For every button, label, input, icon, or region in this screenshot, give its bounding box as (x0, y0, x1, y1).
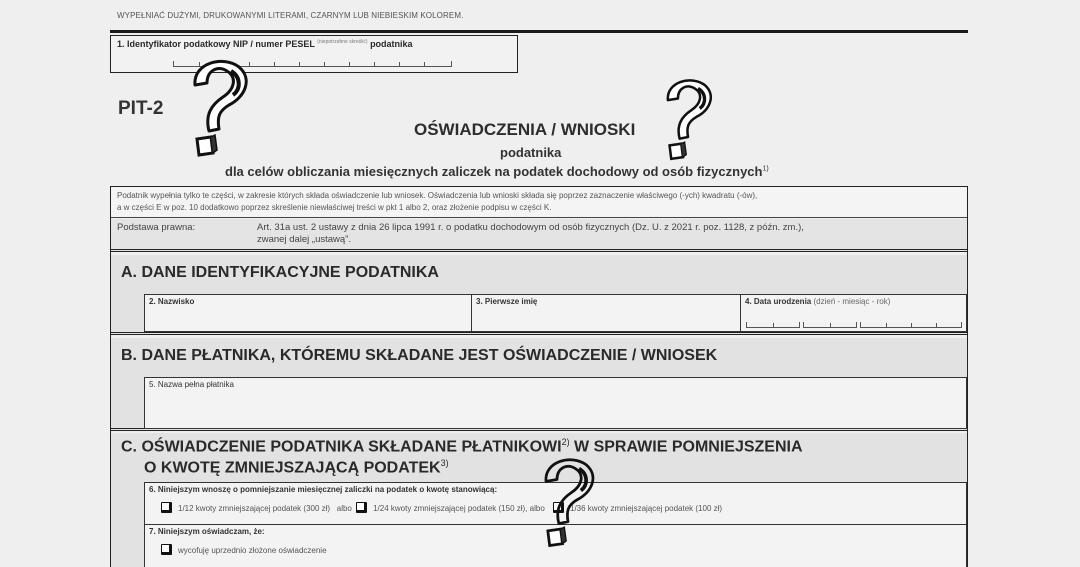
item-6-field: 6. Niniejszym wnoszę o pomniejszanie miesięcznej zaliczki na podatek o kwotę stanowiącą: 1/12 kwoty zmniejszającej podatek (300 zł) albo 1/24 kwoty zmniejszającej podatek (150 zł), albo 1/36 kwoty zmniejszającej podatek (100 zł) (144, 482, 967, 525)
legal-basis-text: Art. 31a ust. 2 ustawy z dnia 26 lipca 1991 r. o podatku dochodowym od osób fizycznych (Dz. U. z 2021 r. poz. 1128, z późn. zm.), zwanej dalej „ustawą”. (257, 222, 804, 245)
section-b (111, 338, 967, 431)
year-slots[interactable] (860, 322, 962, 328)
month-slots[interactable] (803, 322, 857, 328)
form-code: PIT-2 (118, 98, 164, 119)
header-rule (110, 30, 968, 33)
day-slots[interactable] (746, 322, 800, 328)
fill-instruction: WYPEŁNIAĆ DUŻYMI, DRUKOWANYMI LITERAMI, CZARNYM LUB NIEBIESKIM KOLOREM. (117, 11, 464, 20)
section-c-heading: C. OŚWIADCZENIE PODATNIKA SKŁADANE PŁATNIKOWI$^{2)}$ W SPRAWIE POMNIEJSZENIA (121, 437, 803, 456)
withdraw-statement-checkbox[interactable] (161, 544, 172, 555)
legal-basis (111, 219, 967, 252)
payer-name-field[interactable]: 5. Nazwa pełna płatnika (144, 377, 967, 429)
legal-basis-label: Podstawa prawna: (117, 222, 196, 233)
section-a (111, 255, 967, 335)
surname-field[interactable]: 2. Nazwisko (144, 294, 472, 332)
taxpayer-id-field[interactable] (110, 35, 518, 73)
item-7-field: 7. Niniejszym oświadczam, że: wycofuję uprzednio złożone oświadczenie (144, 524, 967, 567)
filling-note: Podatnik wypełnia tylko te części, w zakresie których składa oświadczenie lub wniosek. Oświadczenia lub wnioski składa się poprzez zaznaczenie właściwego (-ych) kwadratu (-ów), a w części E w poz. 10 dodatkowo poprzez skreślenie niewłaściwej treści w pkt 1 albo 2, oraz złożenie podpisu w części K. (111, 187, 967, 218)
section-b-heading: B. DANE PŁATNIKA, KTÓREMU SKŁADANE JEST OŚWIADCZENIE / WNIOSEK (121, 347, 718, 364)
option-1-12-checkbox[interactable] (161, 502, 172, 513)
option-1-24-checkbox[interactable] (356, 502, 367, 513)
question-mark-icon (535, 452, 601, 552)
question-mark-icon (183, 55, 255, 160)
form-title: OŚWIADCZENIA / WNIOSKI (414, 120, 636, 139)
birth-date-field[interactable]: 4. Data urodzenia (dzień - miesiąc - rok) (740, 294, 967, 332)
item-6-options: 1/12 kwoty zmniejszającej podatek (300 zł) albo 1/24 kwoty zmniejszającej podatek (150 zł), albo 1/36 kwoty zmniejszającej podatek (100 zł) (161, 502, 722, 513)
section-c-heading-line2: O KWOTĘ ZMNIEJSZAJĄCĄ PODATEK$^{3)}$ (144, 458, 449, 477)
form-purpose: dla celów obliczania miesięcznych zaliczek na podatek dochodowy od osób fizycznych$^{1)}$ (225, 164, 769, 179)
question-mark-icon (656, 75, 720, 163)
section-a-heading: A. DANE IDENTYFIKACYJNE PODATNIKA (121, 264, 439, 281)
form-subtitle: podatnika (500, 145, 562, 160)
first-name-field[interactable]: 3. Pierwsze imię (471, 294, 741, 332)
taxpayer-id-label: 1. Identyfikator podatkowy NIP / numer PESEL $^{(niepotrzebne skreślić)}$ podatnika (117, 39, 413, 49)
